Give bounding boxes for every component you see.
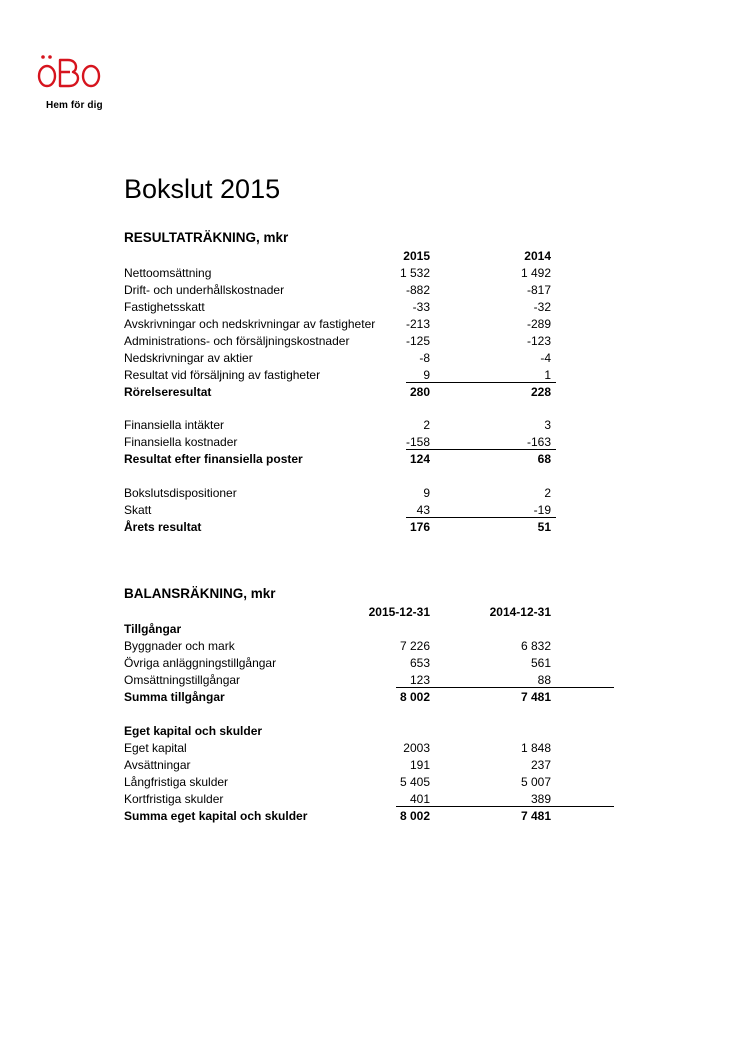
- balance-heading: BALANSRÄKNING, mkr: [124, 586, 276, 601]
- row-value-1: 653: [409, 656, 430, 670]
- balance-column-headers: [124, 604, 624, 621]
- income-row: [124, 417, 624, 434]
- balance-col-2015: 2015-12-31: [368, 605, 430, 619]
- row-label: Finansiella intäkter: [124, 418, 225, 432]
- row-value-2: -817: [526, 283, 551, 297]
- row-value-2: -123: [526, 334, 551, 348]
- row-value-1: 176: [409, 520, 430, 534]
- row-label: Avskrivningar och nedskrivningar av fastigheter: [124, 317, 376, 331]
- row-value-1: 8 002: [399, 690, 430, 704]
- income-heading: RESULTATRÄKNING, mkr: [124, 230, 289, 245]
- row-value-2: 228: [530, 385, 551, 399]
- row-value-2: 1: [544, 368, 551, 382]
- row-label: Kortfristiga skulder: [124, 792, 224, 806]
- row-value-2: 1 848: [520, 741, 551, 755]
- balance-col-2014: 2014-12-31: [489, 605, 551, 619]
- row-value-1: 123: [409, 673, 430, 687]
- row-label: Resultat efter finansiella poster: [124, 452, 303, 466]
- row-label: Byggnader och mark: [124, 639, 235, 653]
- row-value-2: -163: [526, 435, 551, 449]
- income-row: [124, 350, 624, 367]
- row-label: Skatt: [124, 503, 152, 517]
- row-value-1: 5 405: [399, 775, 430, 789]
- income-row: [124, 299, 624, 316]
- row-value-2: 2: [544, 486, 551, 500]
- row-value-1: -213: [405, 317, 430, 331]
- row-label: Drift- och underhållskostnader: [124, 283, 285, 297]
- row-value-1: 2003: [403, 741, 430, 755]
- row-value-1: 280: [409, 385, 430, 399]
- row-value-1: -158: [405, 435, 430, 449]
- sum-rule: [396, 806, 614, 807]
- balance-row: [124, 638, 624, 655]
- row-value-2: 51: [537, 520, 551, 534]
- income-subtotal-row: [124, 384, 624, 401]
- row-label: Årets resultat: [124, 520, 202, 534]
- tagline: Hem för dig: [46, 100, 103, 111]
- sum-rule: [406, 382, 556, 383]
- row-value-1: -882: [405, 283, 430, 297]
- row-label: Nettoomsättning: [124, 266, 212, 280]
- obo-logo-mark: [36, 50, 116, 96]
- sum-rule: [406, 449, 556, 450]
- row-value-2: 7 481: [520, 690, 551, 704]
- row-value-2: 561: [530, 656, 551, 670]
- row-label: Långfristiga skulder: [124, 775, 229, 789]
- income-col-2014: 2014: [524, 249, 551, 263]
- row-label: Nedskrivningar av aktier: [124, 351, 253, 365]
- row-value-1: -8: [419, 351, 430, 365]
- row-value-2: 1 492: [520, 266, 551, 280]
- row-value-1: 43: [416, 503, 430, 517]
- row-value-2: 389: [530, 792, 551, 806]
- row-value-2: -289: [526, 317, 551, 331]
- row-label: Eget kapital: [124, 741, 187, 755]
- liabilities-total-row: [124, 808, 624, 825]
- row-value-1: 401: [409, 792, 430, 806]
- income-row: [124, 265, 624, 282]
- income-subtotal-row: [124, 451, 624, 468]
- row-value-2: 5 007: [520, 775, 551, 789]
- income-total-row: [124, 519, 624, 536]
- row-value-2: -32: [533, 300, 551, 314]
- balance-row: [124, 774, 624, 791]
- row-value-1: -125: [405, 334, 430, 348]
- row-value-1: 9: [423, 368, 430, 382]
- row-value-2: 7 481: [520, 809, 551, 823]
- row-value-1: 2: [423, 418, 430, 432]
- row-value-2: 68: [537, 452, 551, 466]
- row-value-1: 9: [423, 486, 430, 500]
- balance-row: [124, 757, 624, 774]
- income-row: [124, 485, 624, 502]
- income-col-2015: 2015: [403, 249, 430, 263]
- row-label: Resultat vid försäljning av fastigheter: [124, 368, 321, 382]
- row-value-2: 6 832: [520, 639, 551, 653]
- income-row: [124, 282, 624, 299]
- row-value-2: 237: [530, 758, 551, 772]
- obo-logo: [36, 50, 116, 96]
- liabilities-heading: [124, 723, 624, 740]
- income-row: [124, 333, 624, 350]
- row-label: Summa eget kapital och skulder: [124, 809, 308, 823]
- row-label: Bokslutsdispositioner: [124, 486, 237, 500]
- row-value-1: 7 226: [399, 639, 430, 653]
- row-label: Fastighetsskatt: [124, 300, 205, 314]
- income-row: [124, 316, 624, 333]
- row-label: Övriga anläggningstillgångar: [124, 656, 277, 670]
- row-value-2: 88: [537, 673, 551, 687]
- sum-rule: [396, 687, 614, 688]
- row-label: Avsättningar: [124, 758, 191, 772]
- row-label: Summa tillgångar: [124, 690, 225, 704]
- income-column-headers: [124, 248, 624, 265]
- row-label: Tillgångar: [124, 622, 182, 636]
- balance-row: [124, 655, 624, 672]
- assets-total-row: [124, 689, 624, 706]
- row-label: Administrations- och försäljningskostnader: [124, 334, 350, 348]
- row-label: Omsättningstillgångar: [124, 673, 241, 687]
- row-value-1: 1 532: [399, 266, 430, 280]
- row-value-2: -19: [533, 503, 551, 517]
- row-value-2: -4: [540, 351, 551, 365]
- row-value-2: 3: [544, 418, 551, 432]
- row-value-1: 191: [409, 758, 430, 772]
- row-value-1: 124: [409, 452, 430, 466]
- page-title: Bokslut 2015: [124, 174, 281, 204]
- row-label: Finansiella kostnader: [124, 435, 238, 449]
- row-label: Rörelseresultat: [124, 385, 212, 399]
- sum-rule: [406, 517, 556, 518]
- balance-row: [124, 740, 624, 757]
- row-label: Eget kapital och skulder: [124, 724, 263, 738]
- assets-heading: [124, 621, 624, 638]
- row-value-1: -33: [412, 300, 430, 314]
- row-value-1: 8 002: [399, 809, 430, 823]
